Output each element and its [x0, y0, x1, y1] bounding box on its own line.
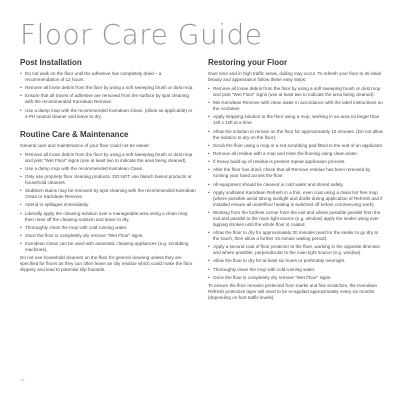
list-item: • After the floor has dried, check that all Remove residue has been removed by running your hand across the floor. [208, 167, 384, 179]
list-item: • All equipment should be cleaned in cold water and stored safely. [208, 182, 384, 188]
list-item: • Once the floor is completely dry remove "Wet Floor" signs. [208, 275, 384, 281]
restoring-footer: To ensure the floor remains protected from marks and fine scratches, the Karndean Refresh protective layer will need to be re-applied approximately every six months (depending on foot traffic levels). [208, 283, 378, 300]
list-item: • Ensure that all traces of adhesive are removed from the surface by spot cleaning with the recommended Karndean Remove. [20, 93, 196, 105]
list-item: • Remove all loose debris from the floor by using a soft sweeping brush or dust mop and post "Wet Floor" signs (use at least two to indicate the area being cleaned). [20, 152, 196, 164]
list-item: • Apply a second coat of floor protector to the floor, working in the opposite direction and where possible, perpendicular to the main light source (e.g. window). [208, 244, 384, 256]
list-item: • Liberally apply the cleaning solution over a manageable area using a clean mop, then rinse off the cleaning solution and leave to dry. [20, 211, 196, 223]
left-column [20, 58, 196, 276]
routine-care-heading: Routine Care & Maintenance [20, 129, 129, 139]
page-title: Floor Care Guide [20, 18, 263, 51]
list-item: • Once the floor is completely dry remove "Wet Floor" signs. [20, 233, 196, 239]
list-item: • If heavy build-up of residue is present repeat application process. [208, 159, 384, 165]
list-item: • Scrub the floor using a mop or a red scrubbing pad fitted to the end of an applicator. [208, 143, 384, 149]
list-item: • Use a damp mop with the recommended Karndean Clean. [20, 166, 196, 172]
list-item: • Apply undiluted Karndean Refresh in a thin, even coat using a clean lint free mop (where possible avoid strong sunlight and drafts during application of Refresh and if installed ensure all underfloor heating is switched off before commencing work). [208, 190, 384, 208]
list-item: • Remove all residue with a mop and rinse the flooring using clean water. [208, 151, 384, 157]
routine-care-intro: General care and maintenance of your floor could not be easier: [20, 142, 150, 148]
restoring-heading: Restoring your Floor [208, 58, 288, 67]
list-item: • Allow the floor to dry for at least six hours or preferably overnight. [208, 258, 384, 264]
list-item: • Do not walk on the floor until the adhesive has completely dried – a recommendation of 12 hours. [20, 71, 196, 83]
list-item: • Working from the furthest corner from the exit and where possible parallel from the exit and parallel to the main light source (e.g. window) apply the sealer using over lapping strokes until the whole floor is coated. [208, 210, 384, 228]
restoring-list [208, 86, 384, 281]
list-item: • Karndean Clean can be used with automatic cleaning appliances (e.g. scrubbing machines). [20, 241, 196, 253]
list-item: • Remove all loose debris from the floor by using a soft sweeping brush or dust mop. [20, 85, 196, 91]
list-item: • Apply stripping solution to the floor using a mop, working in an area no larger than 1sft x 1sft at a time. [208, 114, 384, 126]
list-item: • Only use propriety floor cleaning products. DO NOT use bleach based products or household cleaners. [20, 174, 196, 186]
list-item: • Thoroughly clean the mop with cold running water. [208, 267, 384, 273]
list-item: • Attend to spillages immediately. [20, 202, 196, 208]
list-item: • Stubborn stains may be removed by spot cleaning with the recommended Karndean Clean or Karndean Remove. [20, 188, 196, 200]
list-item: • Thoroughly clean the mop with cold running water. [20, 225, 196, 231]
post-installation-list [20, 71, 196, 120]
page-number: 16 [20, 377, 25, 382]
restoring-intro: Over time and in high traffic areas, dulling may occur. To refresh your floor to its initial beauty and appearance follow these easy steps: [208, 71, 381, 82]
list-item: • Allow the solution to remain on the floor for approximately 10 minutes. (Do not allow the solution to dry on the floor). [208, 129, 384, 141]
list-item: • Remove all loose debris from the floor by using a soft sweeping brush or dust mop and post "Wet Floor" signs (use at least two to indicate the area being cleaned). [208, 86, 384, 98]
list-item: • Use a damp mop with the recommended Karndean Clean, (dilute as applicable) or a PH neutral cleaner and leave to dry. [20, 108, 196, 120]
post-installation-heading: Post Installation [20, 58, 82, 67]
list-item: • Allow the floor to dry for approximately 30 minutes (wait for the sealer to go dry to the touch, then allow a further 15 minute waiting period). [208, 230, 384, 242]
routine-care-footer: Do not use household cleaners on the floor for general cleaning unless they are specified for floors as they can often leave an oily residue which could make the floor slippery and lead to potential slip hazards. [20, 255, 193, 273]
routine-care-list [20, 152, 196, 254]
right-column [208, 58, 384, 304]
list-item: • Mix Karndean Remove with clean water in accordance with the label instructions on the container. [208, 100, 384, 112]
